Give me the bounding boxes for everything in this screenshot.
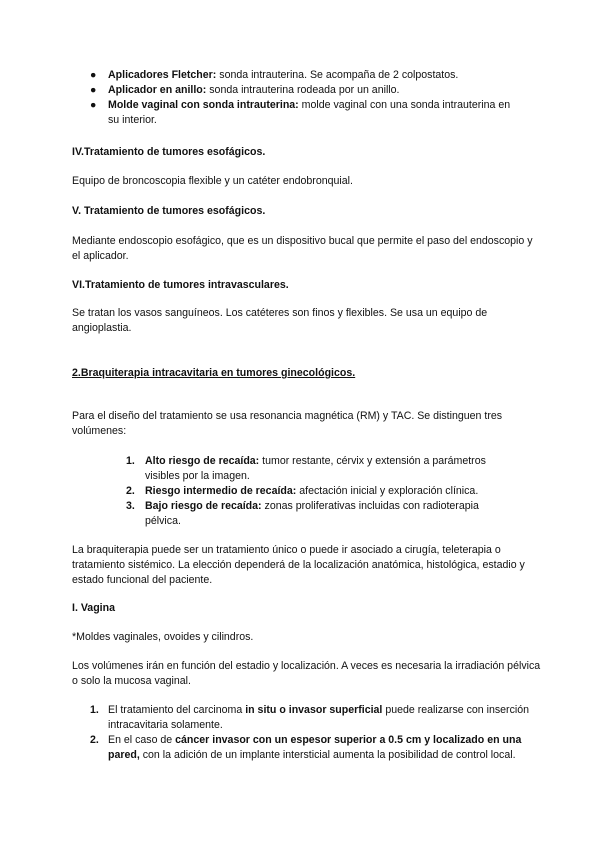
bullet-icon: ● — [90, 99, 97, 111]
section-body-v: Mediante endoscopio esofágico, que es un dispositivo bucal que permite el paso del endoscopio y el aplicador. — [72, 235, 533, 262]
list-item — [90, 703, 530, 733]
vagina-paragraph: Los volúmenes irán en función del estadio y localización. A veces es necesaria la irradiación pélvica o solo la mucosa vaginal. — [72, 660, 541, 687]
item-term: Riesgo intermedio de recaída: — [145, 485, 297, 497]
item-desc: sonda intrauterina. Se acompaña de 2 colpostatos. — [216, 69, 459, 81]
item-number: 1. — [126, 455, 135, 467]
section-body-vi: Se tratan los vasos sanguíneos. Los catéteres son finos y flexibles. Se usa un equipo de angioplastia. — [72, 307, 488, 334]
list-item — [126, 454, 516, 484]
vagina-treatment-list — [90, 703, 530, 763]
item-term: Alto riesgo de recaída: — [145, 455, 260, 467]
item-desc: molde vaginal con una sonda intrauterina en su interior. — [108, 99, 511, 126]
vagina-note: *Moldes vaginales, ovoides y cilindros. — [72, 631, 254, 643]
item-desc: afectación inicial y exploración clínica. — [296, 485, 479, 497]
bullet-icon: ● — [90, 84, 97, 96]
item-number: 1. — [90, 704, 99, 716]
item-number: 3. — [126, 500, 135, 512]
item-text: con la adición de un implante intersticial aumenta la posibilidad de control local. — [139, 749, 516, 761]
item-desc: sonda intrauterina rodeada por un anillo. — [206, 84, 400, 96]
item-term: in situ o invasor superficial — [245, 704, 383, 716]
item-term: cáncer invasor con un espesor superior a 0.5 cm y localizado en una pared, — [108, 734, 522, 761]
section-heading-v: V. Tratamiento de tumores esofágicos. — [72, 205, 266, 217]
section-body-iv: Equipo de broncoscopia flexible y un catéter endobronquial. — [72, 175, 353, 187]
item-desc: tumor restante, cérvix y extensión a parámetros visibles por la imagen. — [145, 455, 486, 482]
section-heading-vi: VI.Tratamiento de tumores intravasculares. — [72, 279, 289, 291]
item-number: 2. — [90, 734, 99, 746]
list-item — [72, 83, 522, 98]
list-item — [90, 733, 530, 763]
list-item — [72, 98, 522, 128]
item-desc: zonas proliferativas incluidas con radioterapia pélvica. — [145, 500, 479, 527]
section-heading-iv: IV.Tratamiento de tumores esofágicos. — [72, 146, 266, 158]
section-heading-vagina: I. Vagina — [72, 602, 115, 614]
risk-volumes-list — [126, 454, 516, 529]
paragraph-braquiterapia: La braquiterapia puede ser un tratamiento único o puede ir asociado a cirugía, teleterapia o tratamiento sistémico. La elección dependerá de la localización anatómica, histológica, estadio y estado funcional del paciente. — [72, 544, 525, 586]
list-item — [72, 68, 522, 83]
applicator-list — [72, 68, 522, 128]
list-item — [126, 484, 516, 499]
item-number: 2. — [126, 485, 135, 497]
section-intro-2: Para el diseño del tratamiento se usa resonancia magnética (RM) y TAC. Se distinguen tres volúmenes: — [72, 410, 503, 437]
item-term: Aplicador en anillo: — [108, 84, 207, 96]
item-text: El tratamiento del carcinoma — [108, 704, 246, 716]
item-term: Bajo riesgo de recaída: — [145, 500, 262, 512]
item-term: Aplicadores Fletcher: — [108, 69, 217, 81]
bullet-icon: ● — [90, 69, 97, 81]
item-text: puede realizarse con inserción intracavitaria solamente. — [108, 704, 530, 731]
item-text: En el caso de — [108, 734, 176, 746]
list-item — [126, 499, 516, 529]
item-term: Molde vaginal con sonda intrauterina: — [108, 99, 299, 111]
section-heading-2: 2.Braquiterapia intracavitaria en tumores ginecológicos. — [72, 367, 356, 379]
